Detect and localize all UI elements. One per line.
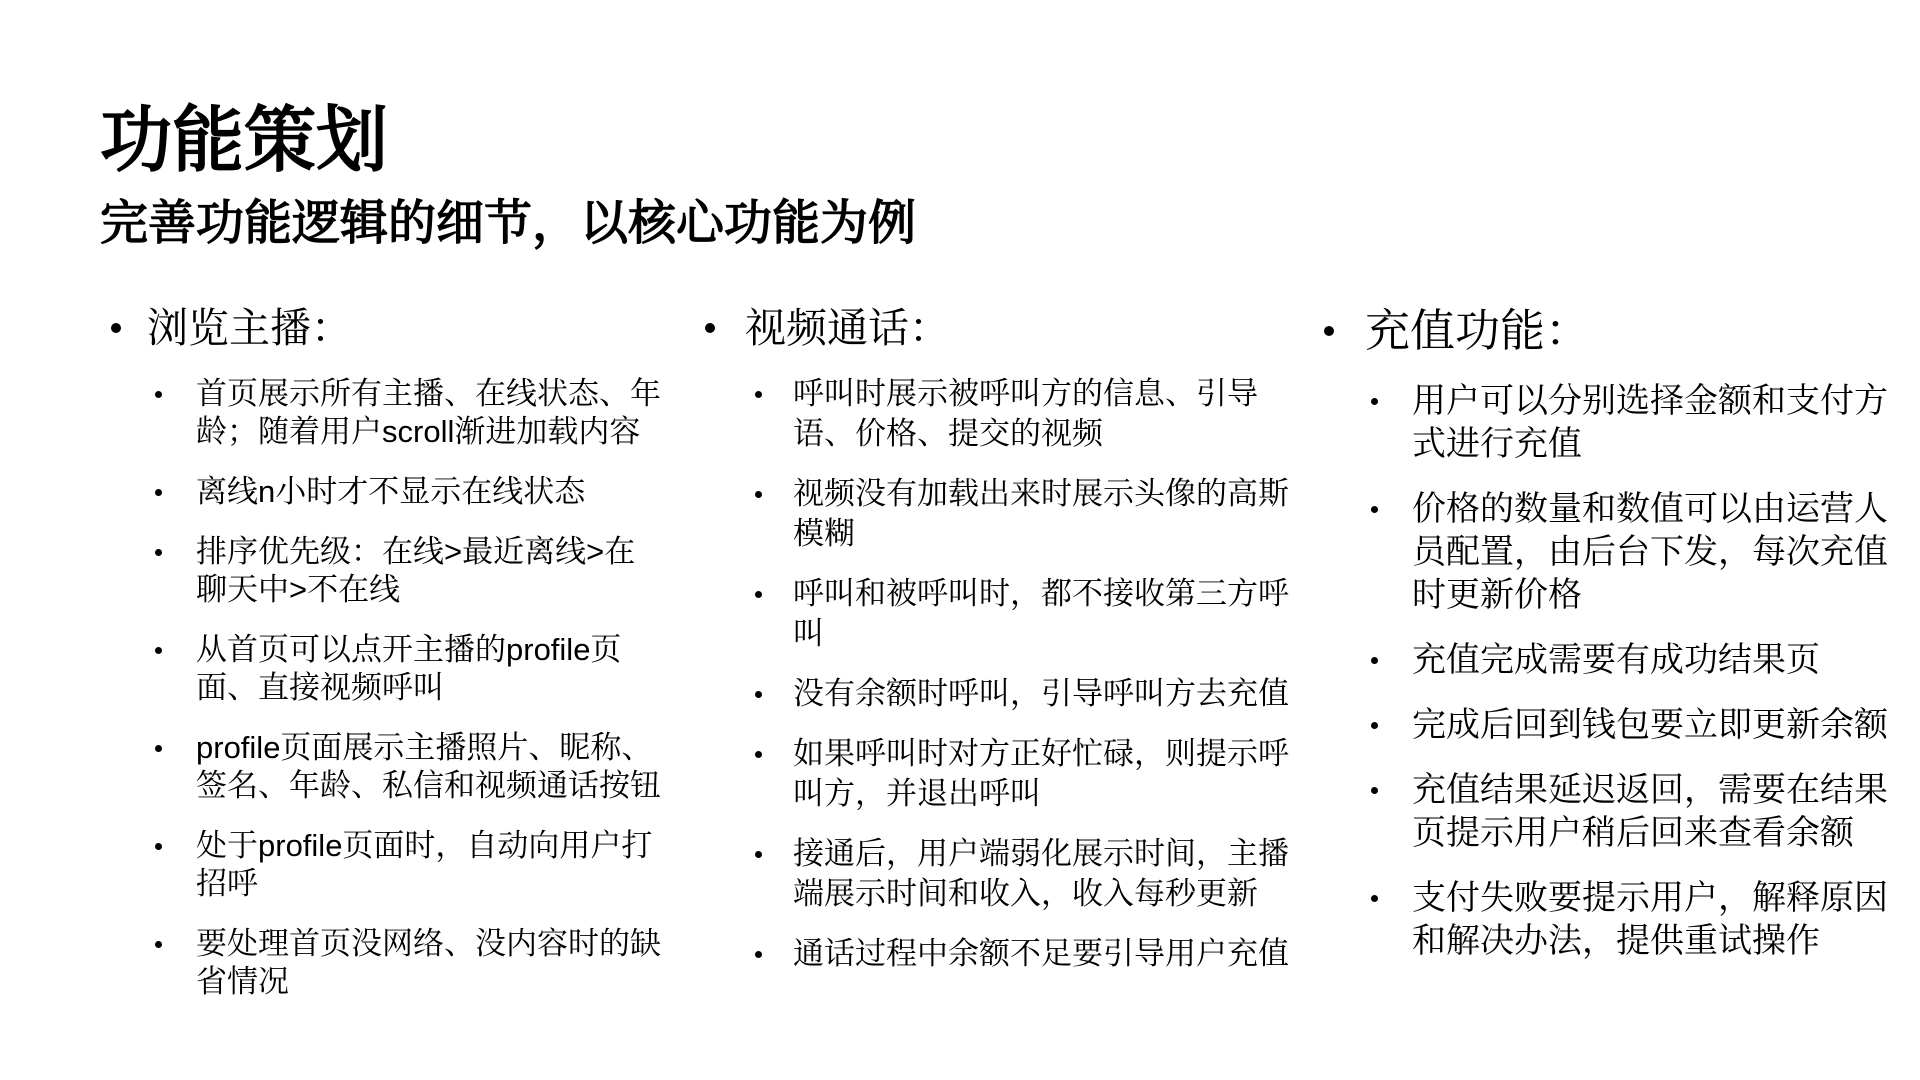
item-text-line: 页提示用户稍后回来查看余额 [1412, 814, 1854, 852]
list-item [1412, 704, 1912, 747]
list-item [793, 574, 1313, 654]
item-text-line: 省情况 [196, 964, 289, 999]
bullet-icon [155, 745, 162, 752]
bullet-icon [155, 391, 162, 398]
item-text-line: 接通后，用户端弱化展示时间，主播 [793, 836, 1289, 871]
item-text-line: 排序优先级：在线>最近离线>在 [196, 534, 636, 569]
bullet-icon [155, 489, 162, 496]
bullet-icon [1371, 506, 1378, 513]
item-text-line: 充值完成需要有成功结果页 [1412, 641, 1820, 679]
item-text-line: 面、直接视频呼叫 [196, 670, 444, 705]
item-text-line: 要处理首页没网络、没内容时的缺 [196, 926, 661, 961]
bullet-icon [755, 691, 762, 698]
list-item [1412, 380, 1912, 466]
item-text-line: 时更新价格 [1412, 576, 1582, 614]
list-item [1412, 488, 1912, 617]
bullet-icon [1371, 895, 1378, 902]
item-list-recharge [1412, 380, 1912, 963]
item-text-line: 首页展示所有主播、在线状态、年 [196, 376, 661, 411]
item-text-line: 式进行充值 [1412, 425, 1582, 463]
bullet-icon [755, 391, 762, 398]
list-item [196, 729, 686, 805]
item-text-line: 完成后回到钱包要立即更新余额 [1412, 706, 1888, 744]
item-text-line: 聊天中>不在线 [196, 572, 401, 607]
item-text-line: 离线n小时才不显示在线状态 [196, 474, 586, 509]
item-text-line: 通话过程中余额不足要引导用户充值 [793, 936, 1289, 971]
item-text-line: 处于profile页面时，自动向用户打 [196, 828, 653, 863]
list-item [196, 375, 686, 451]
bullet-icon [755, 491, 762, 498]
list-item [793, 674, 1313, 714]
list-item [196, 473, 686, 511]
bullet-icon [705, 323, 715, 333]
column-heading-text: 浏览主播： [147, 305, 352, 351]
bullet-icon [755, 751, 762, 758]
item-text-line: 模糊 [793, 516, 855, 551]
item-list-browse-streamers [196, 375, 686, 1001]
page-title: 功能策划 [100, 101, 389, 181]
list-item [1412, 877, 1912, 963]
item-text-line: 端展示时间和收入，收入每秒更新 [793, 876, 1258, 911]
bullet-icon [1371, 657, 1378, 664]
item-text-line: 支付失败要提示用户，解释原因 [1412, 879, 1888, 917]
item-text-line: 充值结果延迟返回，需要在结果 [1412, 771, 1888, 809]
item-text-line: 从首页可以点开主播的profile页 [196, 632, 622, 667]
item-text-line: profile页面展示主播照片、昵称、 [196, 730, 653, 765]
item-text-line: 员配置，由后台下发，每次充值 [1412, 533, 1888, 571]
item-text-line: 用户可以分别选择金额和支付方 [1412, 382, 1888, 420]
item-text-line: 招呼 [196, 866, 258, 901]
item-text-line: 叫方，并退出呼叫 [793, 776, 1041, 811]
bullet-icon [111, 323, 121, 333]
item-list-video-call [793, 374, 1313, 974]
bullet-icon [155, 647, 162, 654]
item-text-line: 语、价格、提交的视频 [793, 416, 1103, 451]
item-text-line: 没有余额时呼叫，引导呼叫方去充值 [793, 676, 1289, 711]
list-item [793, 834, 1313, 914]
item-text-line: 呼叫和被呼叫时，都不接收第三方呼 [793, 576, 1289, 611]
bullet-icon [1371, 722, 1378, 729]
page-subtitle: 完善功能逻辑的细节，以核心功能为例 [100, 197, 917, 250]
list-item [793, 374, 1313, 454]
list-item [793, 734, 1313, 814]
item-text-line: 和解决办法，提供重试操作 [1412, 922, 1820, 960]
list-item [793, 934, 1313, 974]
item-text-line: 视频没有加载出来时展示头像的高斯 [793, 476, 1289, 511]
column-heading-recharge [1365, 304, 1590, 358]
column-heading-browse-streamers [147, 303, 352, 353]
item-text-line: 呼叫时展示被呼叫方的信息、引导 [793, 376, 1258, 411]
bullet-icon [1371, 398, 1378, 405]
list-item [793, 474, 1313, 554]
item-text-line: 如果呼叫时对方正好忙碌，则提示呼 [793, 736, 1289, 771]
list-item [1412, 769, 1912, 855]
list-item [196, 925, 686, 1001]
bullet-icon [1371, 787, 1378, 794]
bullet-icon [155, 941, 162, 948]
item-text-line: 签名、年龄、私信和视频通话按钮 [196, 768, 661, 803]
bullet-icon [155, 843, 162, 850]
list-item [196, 533, 686, 609]
list-item [196, 631, 686, 707]
bullet-icon [755, 951, 762, 958]
bullet-icon [755, 851, 762, 858]
column-heading-text: 充值功能： [1365, 305, 1591, 356]
bullet-icon [1324, 326, 1334, 336]
column-heading-text: 视频通话： [745, 305, 950, 351]
item-text-line: 龄；随着用户scroll渐进加载内容 [196, 414, 641, 449]
list-item [1412, 639, 1912, 682]
bullet-icon [155, 549, 162, 556]
list-item [196, 827, 686, 903]
item-text-line: 叫 [793, 616, 824, 651]
column-heading-video-call [745, 303, 950, 353]
item-text-line: 价格的数量和数值可以由运营人 [1412, 490, 1888, 528]
bullet-icon [755, 591, 762, 598]
